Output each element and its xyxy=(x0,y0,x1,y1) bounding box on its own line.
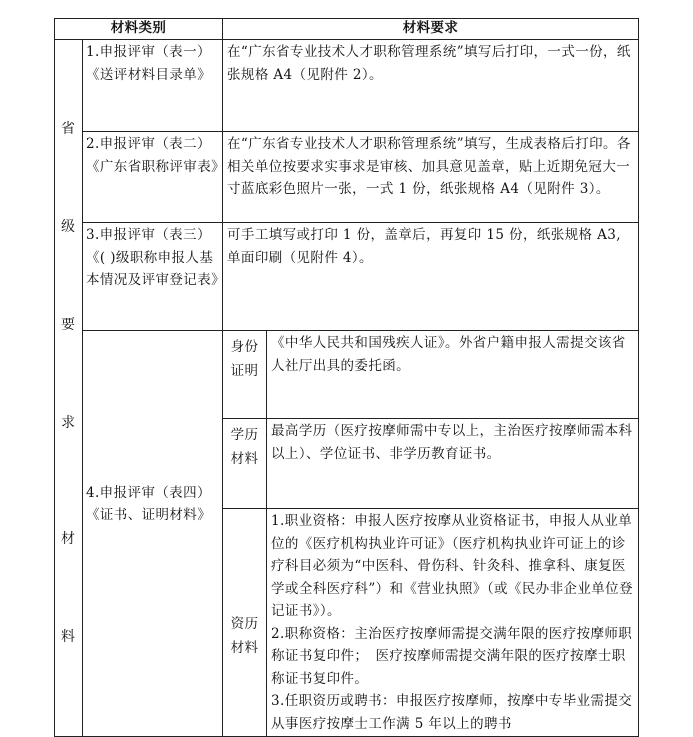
category-cell xyxy=(83,132,223,223)
category-title: 1.申报评审（表一） xyxy=(86,44,211,60)
table-row xyxy=(55,223,639,331)
requirement-cell: 在“广东省专业技术人才职称管理系统”填写后打印，一式一份，纸张规格 A4（见附件 2）。 xyxy=(223,40,639,132)
requirement-item: 2.职称资格：主治医疗按摩师需提交满年限的医疗按摩师职称证书复印件； 医疗按摩师需提交满年限的医疗按摩士职称证书复印件。 xyxy=(271,625,633,687)
vertical-char: 材 xyxy=(61,531,76,547)
category-cell xyxy=(83,331,223,737)
header-requirement: 材料要求 xyxy=(223,19,639,40)
table-row xyxy=(55,132,639,223)
sub-category-label: 学历材料 xyxy=(223,419,267,509)
category-cell xyxy=(83,223,223,331)
sub-requirement-cell xyxy=(267,509,639,737)
category-cell xyxy=(83,40,223,132)
sub-requirement-cell: 《中华人民共和国残疾人证》。外省户籍申报人需提交该省人社厅出具的委托函。 xyxy=(267,331,639,419)
vertical-category-label xyxy=(55,40,83,737)
category-form-name: 《广东省职称评审表》 xyxy=(86,158,225,175)
vertical-char: 级 xyxy=(61,219,76,235)
category-title: 4.申报评审（表四） xyxy=(86,484,211,501)
vertical-char: 求 xyxy=(61,415,76,431)
requirement-item: 1.职业资格：申报人医疗按摩从业资格证书，申报人从业单位的《医疗机构执业许可证》（医疗机构执业许可证上的诊疗科目必须为“中医科、骨伤科、针灸科、推拿科、康复医学或全科医疗科”）和《营业执照》（或《民办非企业单位登记证书》）。 xyxy=(271,513,633,619)
category-title: 2.申报评审（表二） xyxy=(86,136,211,152)
table-row xyxy=(55,40,639,132)
sub-category-label: 资历材料 xyxy=(223,509,267,737)
sub-category-label: 身份证明 xyxy=(223,331,267,419)
vertical-char: 要 xyxy=(61,317,76,333)
vertical-char: 料 xyxy=(61,629,76,645)
category-title: 3.申报评审（表三） xyxy=(86,227,211,243)
header-row xyxy=(55,19,639,40)
requirement-item: 3.任职资历或聘书：申报医疗按摩师，按摩中专毕业需提交从事医疗按摩士工作满 5 年以上的聘书 xyxy=(271,693,633,732)
vertical-char: 省 xyxy=(61,121,76,137)
category-form-name: 《送评材料目录单》 xyxy=(86,66,212,83)
sub-requirement-cell: 最高学历（医疗按摩师需中专以上，主治医疗按摩师需本科以上）、学位证书、非学历教育证书。 xyxy=(267,419,639,509)
requirement-cell: 可手工填写或打印 1 份，盖章后，再复印 15 份，纸张规格 A3,单面印刷（见附件 4）。 xyxy=(223,223,639,331)
header-category: 材料类别 xyxy=(55,19,223,40)
materials-table xyxy=(54,18,639,737)
category-form-name: 《证书、证明材料》 xyxy=(86,507,212,523)
requirement-cell: 在“广东省专业技术人才职称管理系统”填写，生成表格后打印。各相关单位按要求实事求是审核、加具意见盖章，贴上近期免冠大一寸蓝底彩色照片一张，一式 1 份，纸张规格 A4（见附件 3）。 xyxy=(223,132,639,223)
category-form-name: 《( )级职称申报人基本情况及评审登记表》 xyxy=(86,249,225,288)
table-row xyxy=(55,331,639,419)
